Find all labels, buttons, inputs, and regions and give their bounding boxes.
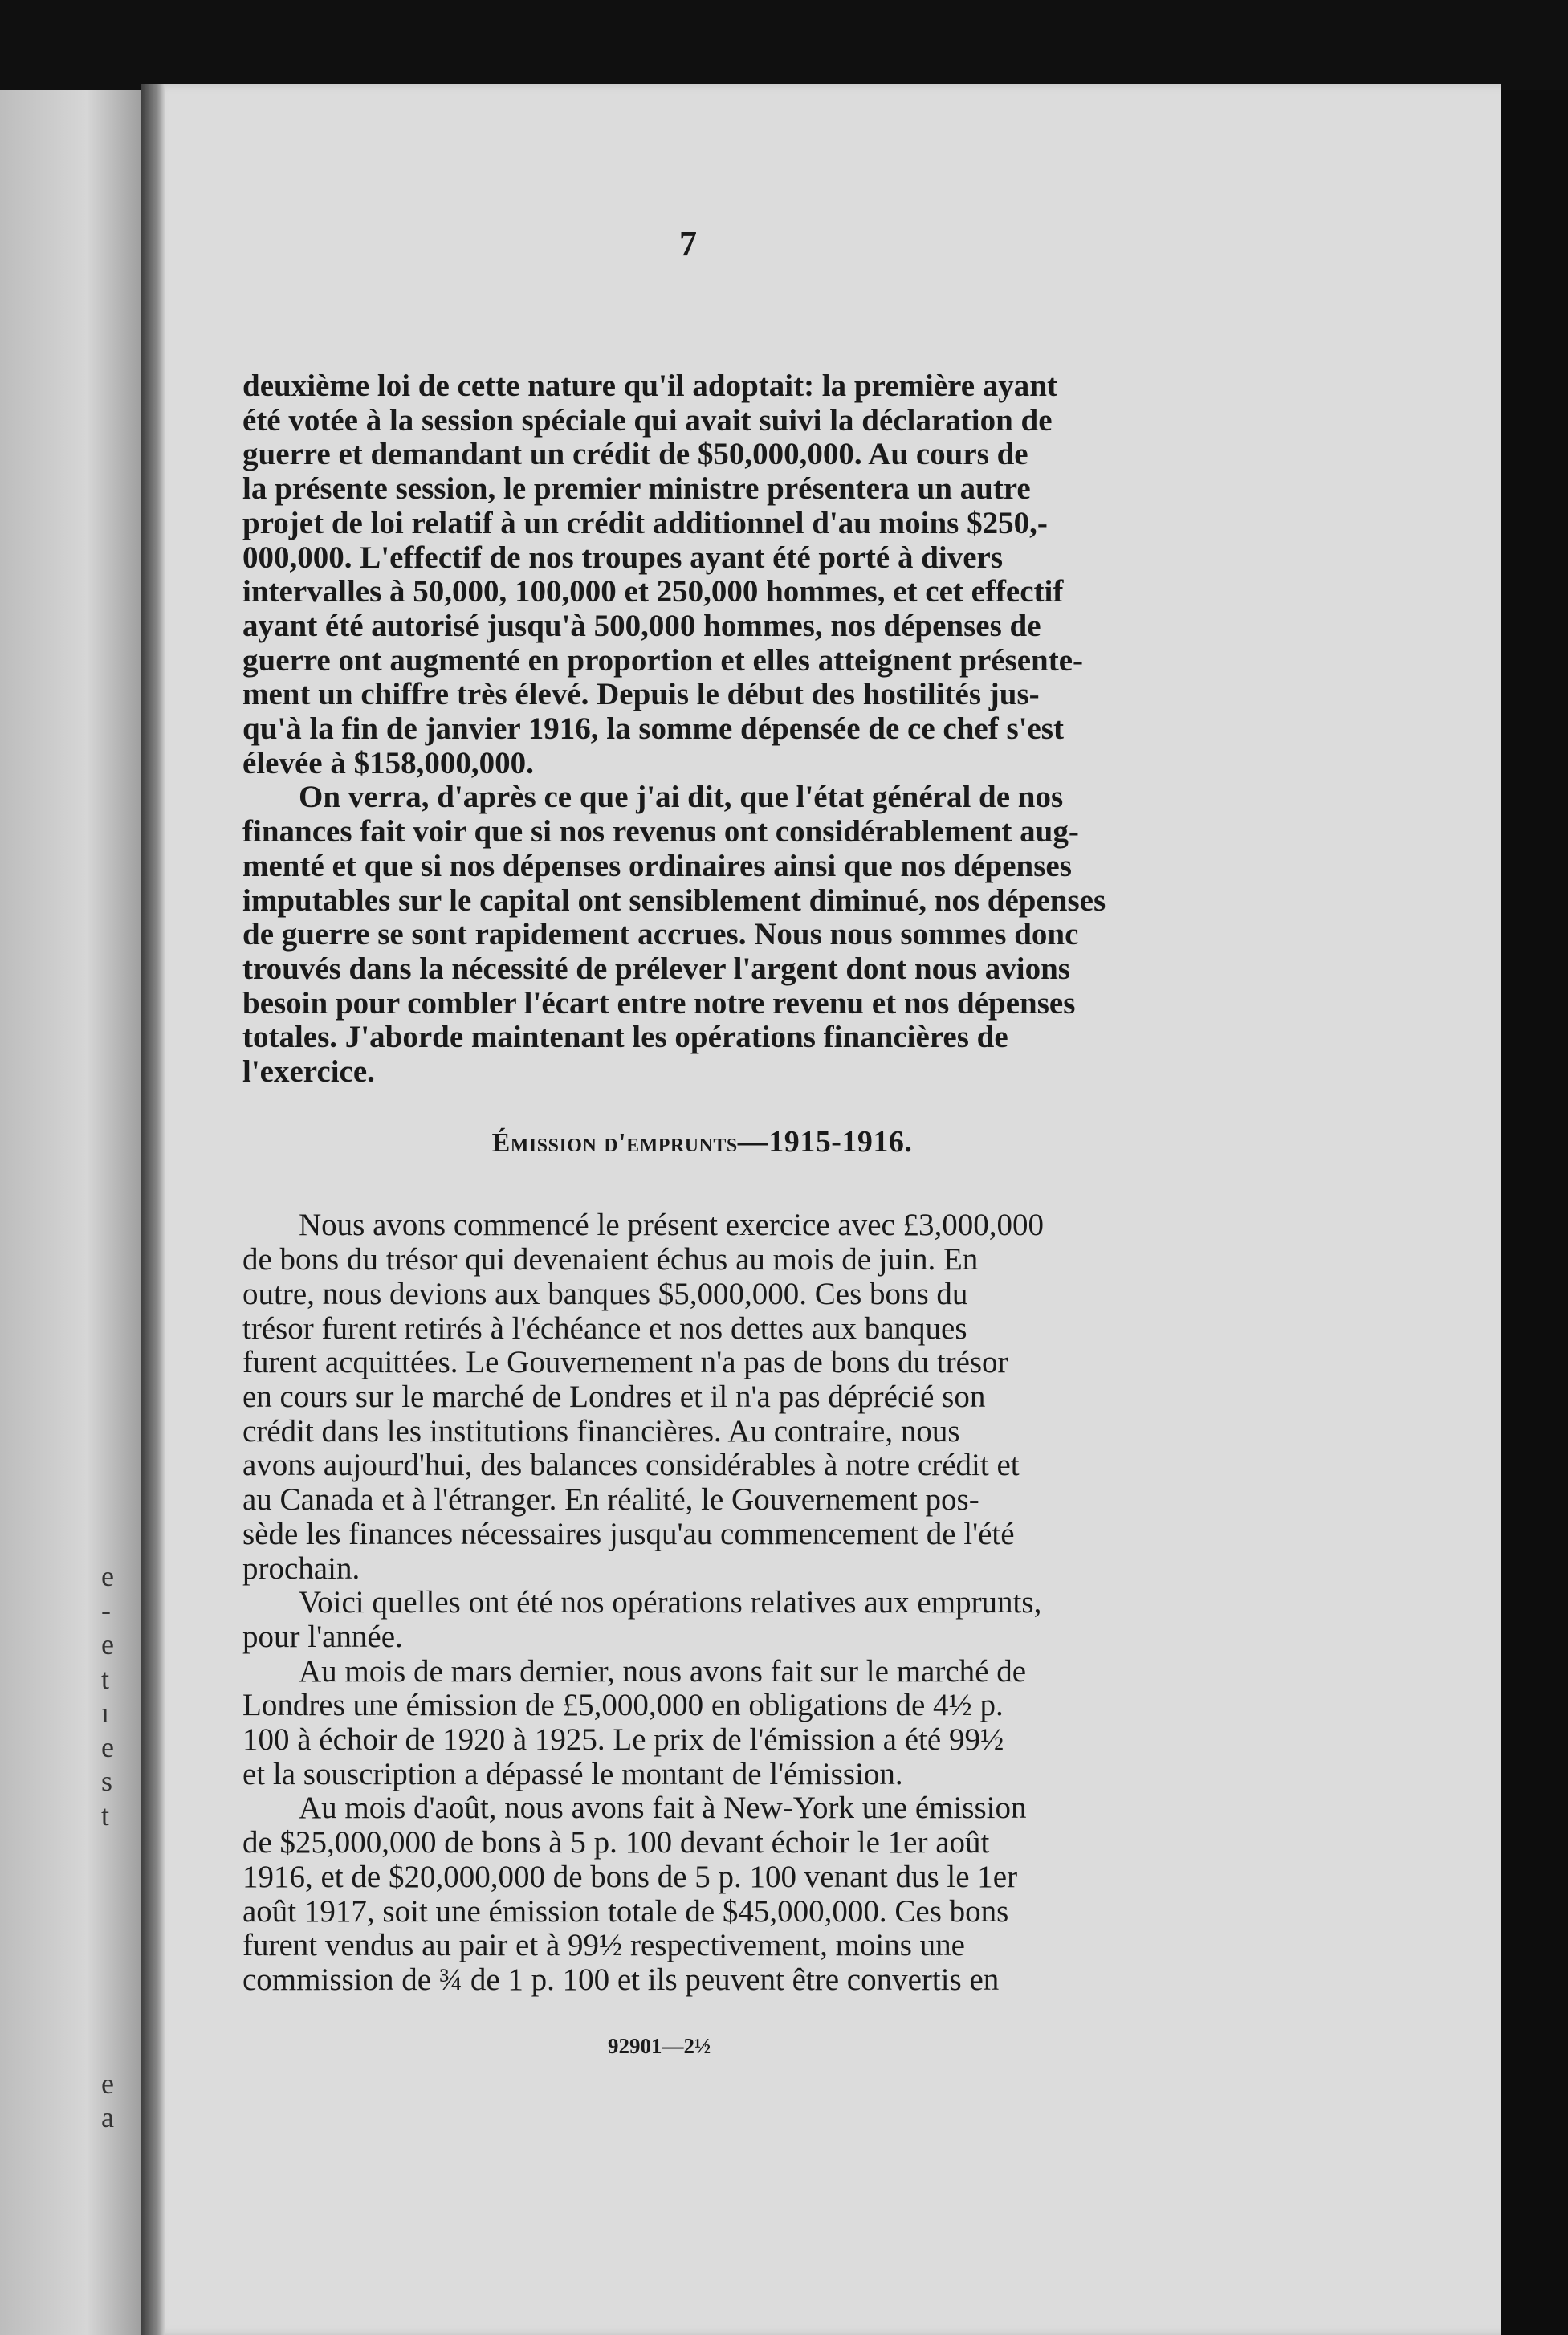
- text-line: furent acquittées. Le Gouvernement n'a pas de bons du trésor: [242, 1345, 1008, 1380]
- heading-years: —1915-1916.: [737, 1124, 913, 1159]
- edge-glyph: s: [101, 1765, 113, 1797]
- edge-glyph: e: [101, 2068, 114, 2100]
- body-text: [242, 369, 1162, 1998]
- paragraph: [242, 1208, 1162, 1586]
- edge-glyph: -: [101, 1594, 111, 1626]
- text-line: l'exercice.: [242, 1054, 375, 1090]
- text-line: sède les finances nécessaires jusqu'au commencement de l'été: [242, 1516, 1015, 1551]
- paragraph: [242, 1655, 1162, 1792]
- text-line: 1916, et de $20,000,000 de bons de 5 p. 100 venant dus le 1er: [242, 1859, 1018, 1894]
- text-line: avons aujourd'hui, des balances considérables à notre crédit et: [242, 1448, 1020, 1483]
- edge-glyph: e: [101, 1731, 114, 1763]
- text-line: Londres une émission de £5,000,000 en obligations de 4½ p.: [242, 1688, 1004, 1723]
- text-line: furent vendus au pair et à 99½ respectivement, moins une: [242, 1928, 965, 1963]
- text-line: Voici quelles ont été nos opérations relatives aux emprunts,: [299, 1585, 1042, 1620]
- text-line: de $25,000,000 de bons à 5 p. 100 devant échoir le 1er août: [242, 1825, 990, 1860]
- text-line: guerre ont augmenté en proportion et elles atteignent présente-: [242, 642, 1084, 678]
- text-line: deuxième loi de cette nature qu'il adoptait: la première ayant: [242, 369, 1057, 403]
- heading-title: Émission d'emprunts: [491, 1127, 738, 1158]
- edge-glyph: t: [101, 1799, 110, 1832]
- text-line: en cours sur le marché de Londres et il n'a pas déprécié son: [242, 1379, 986, 1414]
- text-line: besoin pour combler l'écart entre notre revenu et nos dépenses: [242, 985, 1076, 1021]
- text-line: imputables sur le capital ont sensiblement diminué, nos dépenses: [242, 882, 1106, 918]
- signature-mark: 92901—2½: [608, 2034, 711, 2058]
- text-line: finances fait voir que si nos revenus ont considérablement aug-: [242, 814, 1079, 850]
- text-line: trésor furent retirés à l'échéance et nos dettes aux banques: [242, 1310, 967, 1346]
- text-line: trouvés dans la nécessité de prélever l'argent dont nous avions: [242, 951, 1070, 986]
- text-line: la présente session, le premier ministre présentera un autre: [242, 471, 1031, 507]
- section-heading: [242, 1125, 1162, 1161]
- text-line: 000,000. L'effectif de nos troupes ayant été porté à divers: [242, 540, 1004, 575]
- text-line: guerre et demandant un crédit de $50,000,000. Au cours de: [242, 437, 1028, 472]
- text-line: qu'à la fin de janvier 1916, la somme dépensée de ce chef s'est: [242, 711, 1064, 747]
- paragraph: [242, 369, 1162, 780]
- page-number: 7: [679, 224, 697, 263]
- paragraph: [242, 1791, 1162, 1997]
- paragraph: [242, 1586, 1162, 1654]
- text-line: projet de loi relatif à un crédit additionnel d'au moins $250,-: [242, 505, 1048, 540]
- text-line: intervalles à 50,000, 100,000 et 250,000 hommes, et cet effectif: [242, 574, 1064, 609]
- text-line: crédit dans les institutions financières. Au contraire, nous: [242, 1413, 960, 1449]
- edge-glyph: ı: [101, 1697, 110, 1729]
- text-line: prochain.: [242, 1551, 360, 1586]
- text-line: élevée à $158,000,000.: [242, 745, 534, 780]
- text-line: de guerre se sont rapidement accrues. Nous nous sommes donc: [242, 917, 1079, 952]
- text-line: Au mois de mars dernier, nous avons fait sur le marché de: [299, 1653, 1027, 1689]
- text-line: au Canada et à l'étranger. En réalité, le Gouvernement pos-: [242, 1482, 979, 1518]
- text-line: Nous avons commencé le présent exercice avec £3,000,000: [299, 1208, 1045, 1243]
- edge-glyph: a: [101, 2101, 114, 2133]
- text-line: On verra, d'après ce que j'ai dit, que l'état général de nos: [299, 780, 1064, 815]
- edge-glyph: e: [101, 1628, 114, 1661]
- text-line: août 1917, soit une émission totale de $45,000,000. Ces bons: [242, 1893, 1009, 1929]
- scan-border: [1501, 90, 1568, 2335]
- text-line: Au mois d'août, nous avons fait à New-York une émission: [299, 1791, 1027, 1826]
- paragraph: [242, 780, 1162, 1089]
- text-line: ayant été autorisé jusqu'à 500,000 hommes, nos dépenses de: [242, 608, 1041, 643]
- edge-glyph: t: [101, 1663, 110, 1695]
- text-line: outre, nous devions aux banques $5,000,000. Ces bons du: [242, 1276, 968, 1311]
- edge-glyph: e: [101, 1560, 114, 1592]
- adjacent-page-edge: [0, 90, 145, 2335]
- text-line: et la souscription a dépassé le montant de l'émission.: [242, 1756, 903, 1791]
- text-line: totales. J'aborde maintenant les opérations financières de: [242, 1020, 1008, 1055]
- text-line: ment un chiffre très élevé. Depuis le début des hostilités jus-: [242, 677, 1040, 712]
- text-line: de bons du trésor qui devenaient échus au mois de juin. En: [242, 1242, 979, 1278]
- page-gutter: [141, 84, 165, 2335]
- text-line: commission de ¾ de 1 p. 100 et ils peuvent être convertis en: [242, 1962, 1000, 1997]
- text-line: pour l'année.: [242, 1619, 403, 1654]
- text-line: 100 à échoir de 1920 à 1925. Le prix de l'émission a été 99½: [242, 1722, 1004, 1758]
- text-line: menté et que si nos dépenses ordinaires ainsi que nos dépenses: [242, 848, 1072, 883]
- text-line: été votée à la session spéciale qui avait suivi la déclaration de: [242, 402, 1053, 438]
